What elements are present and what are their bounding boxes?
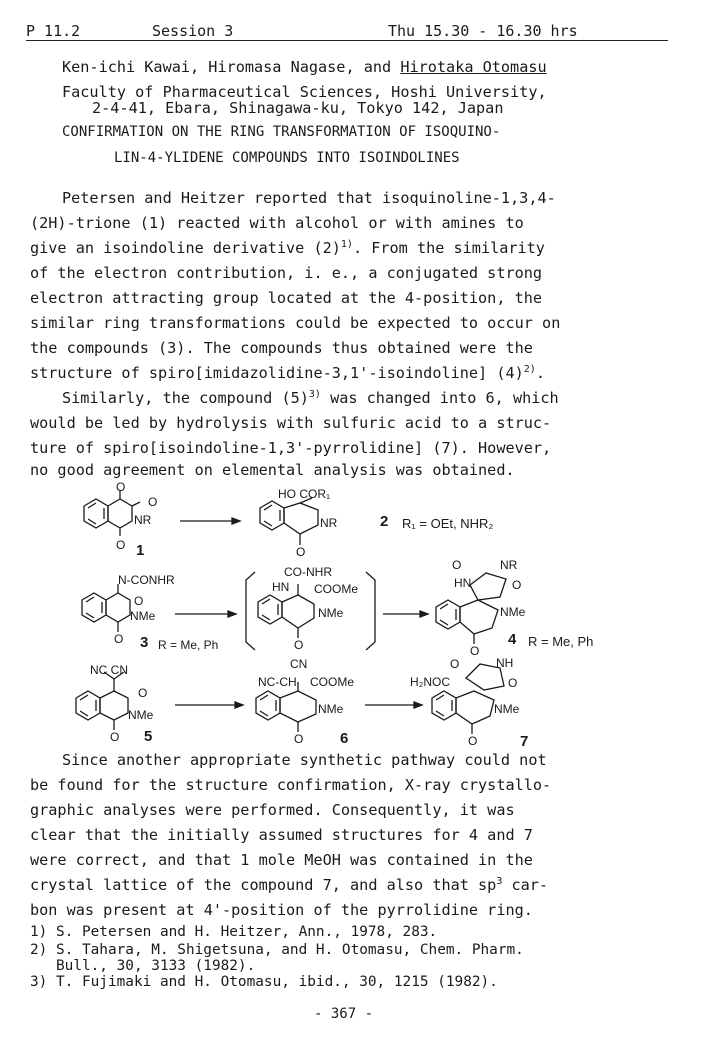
bracket-left: [246, 572, 255, 650]
c6-oxo: O: [294, 732, 304, 746]
arrowhead-2: [228, 611, 236, 617]
c7-nme: NMe: [494, 702, 520, 716]
compound-2-structure: [260, 498, 318, 545]
c4-oxo-bottom: O: [470, 644, 480, 658]
c4-oxo-right: O: [512, 578, 522, 592]
c1-oxo-right: O: [148, 495, 158, 509]
c4-nme: NMe: [500, 605, 526, 619]
c5-nme: NMe: [128, 708, 154, 722]
label-compound-5: 5: [144, 728, 153, 745]
p3-line3: graphic analyses were performed. Consequently, it was: [30, 801, 515, 819]
c2-substituents: HO COR₁: [278, 487, 331, 501]
p3-line2: be found for the structure confirmation, X-ray crystallo-: [30, 776, 552, 794]
p1-line6: similar ring transformations could be expected to occur on: [30, 314, 561, 332]
int-nme: NMe: [318, 606, 344, 620]
c6-coome: COOMe: [310, 675, 355, 689]
c3-nconhr: N-CONHR: [118, 573, 175, 587]
c7-oxo-top: O: [450, 657, 460, 671]
ref-marker-2: 2): [523, 364, 536, 375]
p1-line7: the compounds (3). The compounds thus obtained were the: [30, 339, 533, 357]
label-compound-4: 4: [508, 631, 517, 648]
session-time: Thu 15.30 - 16.30 hrs: [388, 22, 578, 40]
c6-nc-ch: NC-CH: [258, 675, 297, 689]
c6-cn: CN: [290, 657, 308, 671]
c1-nr: NR: [134, 513, 152, 527]
p1-line8-tail: .: [535, 364, 545, 383]
p1-line3-tail: . From the similarity: [352, 239, 545, 258]
p3-line6: [30, 876, 548, 894]
c4-hn: HN: [454, 576, 472, 590]
title-2: LIN-4-YLIDENE COMPOUNDS INTO ISOINDOLINES: [114, 150, 460, 166]
p2-line1-tail: was changed into 6, which: [320, 389, 559, 408]
paper-id: P 11.2: [26, 22, 81, 40]
compound-6-structure: [256, 682, 316, 732]
compound-5-structure: [76, 672, 128, 730]
p1-line8-text: structure of spiro[imidazolidine-3,1'-isoindoline] (4): [30, 364, 524, 383]
c4-nr: NR: [500, 558, 518, 572]
bracket-right: [366, 572, 375, 650]
c7-carbamoyl: H₂NOC: [410, 675, 450, 689]
int-co-nhr: CO-NHR: [284, 565, 332, 579]
ref-marker-1: 1): [340, 239, 353, 250]
arrowhead-4: [235, 702, 243, 708]
label-compound-7: 7: [520, 733, 529, 750]
label-compound-2: 2: [380, 513, 389, 530]
affiliation-2: 2-4-41, Ebara, Shinagawa-ku, Tokyo 142, Japan: [92, 99, 504, 117]
label-compound-3: 3: [140, 634, 149, 651]
c7-nh: NH: [496, 656, 514, 670]
sp3-superscript: 3: [496, 876, 503, 887]
p3-line4: clear that the initially assumed structures for 4 and 7: [30, 826, 533, 844]
label-compound-6: 6: [340, 730, 349, 747]
c1-oxo-top: O: [116, 480, 126, 494]
arrowhead-3: [420, 611, 428, 617]
c5-oxo-right: O: [138, 686, 148, 700]
p3-line7: bon was present at 4'-position of the pyrrolidine ring.: [30, 901, 533, 919]
c2-r-definition: R₁ = OEt, NHR₂: [402, 516, 494, 531]
compound-1-structure: [84, 491, 140, 536]
c3-oxo-right: O: [134, 594, 144, 608]
p1-line1: Petersen and Heitzer reported that isoquinoline-1,3,4-: [62, 189, 556, 207]
p3-line6-text: crystal lattice of the compound 7, and also that sp: [30, 876, 497, 895]
p1-line2: (2H)-trione (1) reacted with alcohol or with amines to: [30, 214, 524, 232]
reference-1: 1) S. Petersen and H. Heitzer, Ann., 1978, 283.: [30, 924, 438, 940]
p2-line3: ture of spiro[isoindoline-1,3'-pyrrolidine] (7). However,: [30, 439, 552, 457]
p1-line4: of the electron contribution, i. e., a conjugated strong: [30, 264, 543, 282]
int-coome: COOMe: [314, 582, 359, 596]
p1-line3-text: give an isoindoline derivative (2): [30, 239, 341, 258]
compound-3-structure: [82, 584, 130, 632]
c3-oxo-bottom: O: [114, 632, 124, 646]
c1-oxo-bottom: O: [116, 538, 126, 552]
c4-oxo-top: O: [452, 558, 462, 572]
c6-nme: NMe: [318, 702, 344, 716]
reference-3: 3) T. Fujimaki and H. Otomasu, ibid., 30, 1215 (1982).: [30, 974, 498, 990]
p3-line1: Since another appropriate synthetic pathway could not: [62, 751, 547, 769]
int-oxo: O: [294, 638, 304, 652]
c2-nr: NR: [320, 516, 338, 530]
c5-oxo-bottom: O: [110, 730, 120, 744]
int-hn: HN: [272, 580, 290, 594]
c5-dicyano: NC CN: [90, 663, 128, 677]
c7-oxo-right: O: [508, 676, 518, 690]
p2-line4: no good agreement on elemental analysis was obtained.: [30, 461, 515, 479]
label-compound-1: 1: [136, 542, 145, 559]
c7-oxo-bottom: O: [468, 734, 478, 748]
c3-nme: NMe: [130, 609, 156, 623]
p3-line5: were correct, and that 1 mole MeOH was contained in the: [30, 851, 533, 869]
c4-r-definition: R = Me, Ph: [528, 634, 594, 649]
reference-2: 2) S. Tahara, M. Shigetsuna, and H. Otomasu, Chem. Pharm.: [30, 942, 524, 958]
arrowhead-1: [232, 518, 240, 524]
p2-line2: would be led by hydrolysis with sulfuric acid to a struc-: [30, 414, 552, 432]
affiliation-1: Faculty of Pharmaceutical Sciences, Hoshi University,: [62, 83, 547, 101]
session-label: Session 3: [152, 22, 234, 40]
authors-text: Ken-ichi Kawai, Hiromasa Nagase, and: [62, 58, 401, 76]
presenting-author: Hirotaka Otomasu: [400, 58, 547, 76]
c2-oxo: O: [296, 545, 306, 559]
reference-2-cont: Bull., 30, 3133 (1982).: [30, 958, 256, 974]
page-number: - 367 -: [314, 1006, 374, 1022]
p2-line1-text: Similarly, the compound (5): [62, 389, 309, 408]
p1-line5: electron attracting group located at the 4-position, the: [30, 289, 543, 307]
p3-line6-tail: car-: [502, 876, 549, 895]
arrowhead-5: [414, 702, 422, 708]
ref-marker-3: 3): [308, 389, 321, 400]
title-1: CONFIRMATION ON THE RING TRANSFORMATION OF ISOQUINO-: [62, 124, 501, 140]
c3-r-definition: R = Me, Ph: [158, 638, 219, 652]
